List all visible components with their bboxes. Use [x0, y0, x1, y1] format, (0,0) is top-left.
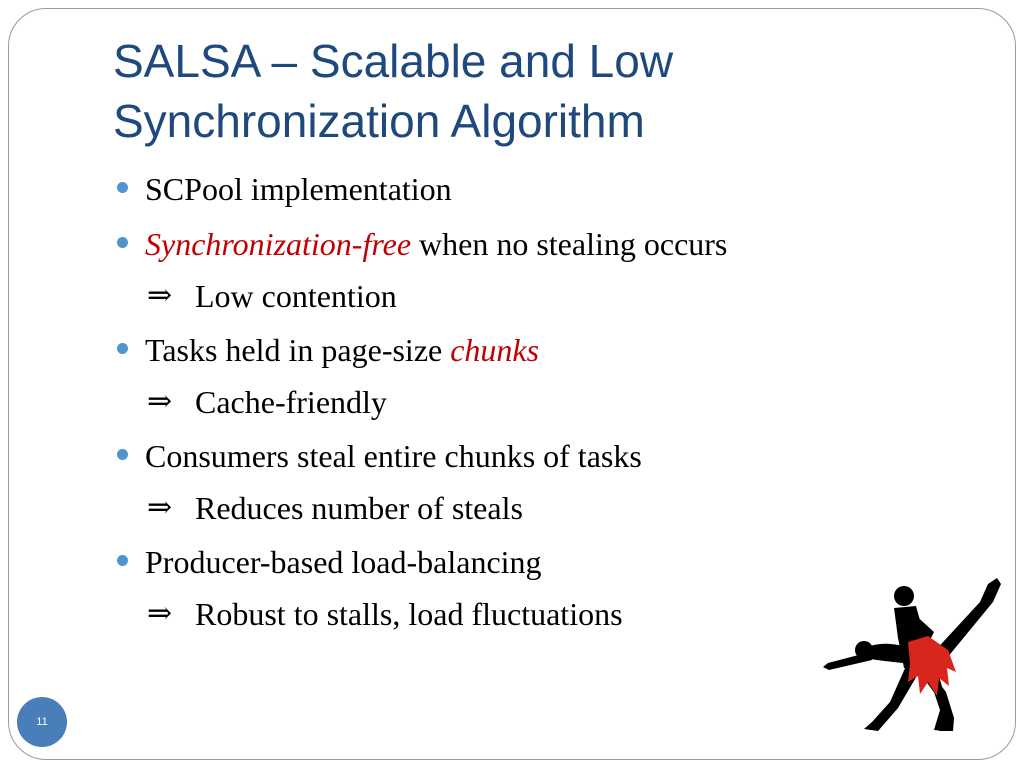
- sub-bullet-item: [147, 276, 397, 316]
- title-line-1: SALSA – Scalable and Low: [113, 35, 674, 87]
- slide-title: [113, 31, 673, 151]
- sub-bullet-text: Robust to stalls, load fluctuations: [195, 596, 623, 632]
- implies-arrow-icon: ⇒: [147, 596, 173, 631]
- bullet-item: [145, 542, 542, 582]
- sub-bullet-text: Low contention: [195, 278, 397, 314]
- bullet-dot-icon: [117, 237, 128, 248]
- bullet-text: Consumers steal entire chunks of tasks: [145, 438, 642, 474]
- bullet-item: [145, 436, 642, 476]
- bullet-dot-icon: [117, 449, 128, 460]
- bullet-dot-icon: [117, 343, 128, 354]
- bullet-text: when no stealing occurs: [411, 226, 728, 262]
- bullet-text: Producer-based load-balancing: [145, 544, 542, 580]
- bullet-item: [145, 169, 452, 209]
- salsa-dancers-icon: [820, 572, 1005, 740]
- page-number: 11: [36, 716, 48, 728]
- implies-arrow-icon: ⇒: [147, 384, 173, 419]
- implies-arrow-icon: ⇒: [147, 490, 173, 525]
- sub-bullet-item: [147, 594, 623, 634]
- sub-bullet-item: [147, 382, 387, 422]
- bullet-item: [145, 224, 727, 264]
- bullet-item: [145, 330, 539, 370]
- bullet-emphasis: Synchronization-free: [145, 226, 412, 262]
- title-line-2: Synchronization Algorithm: [113, 95, 645, 147]
- sub-bullet-text: Cache-friendly: [195, 384, 387, 420]
- bullet-dot-icon: [117, 182, 128, 193]
- sub-bullet-text: Reduces number of steals: [195, 490, 523, 526]
- bullet-text: Tasks held in page-size: [145, 332, 451, 368]
- bullet-text: SCPool implementation: [145, 171, 452, 207]
- sub-bullet-item: [147, 488, 523, 528]
- implies-arrow-icon: ⇒: [147, 278, 173, 313]
- bullet-dot-icon: [117, 555, 128, 566]
- bullet-emphasis: chunks: [450, 332, 540, 368]
- page-number-badge: [17, 697, 67, 747]
